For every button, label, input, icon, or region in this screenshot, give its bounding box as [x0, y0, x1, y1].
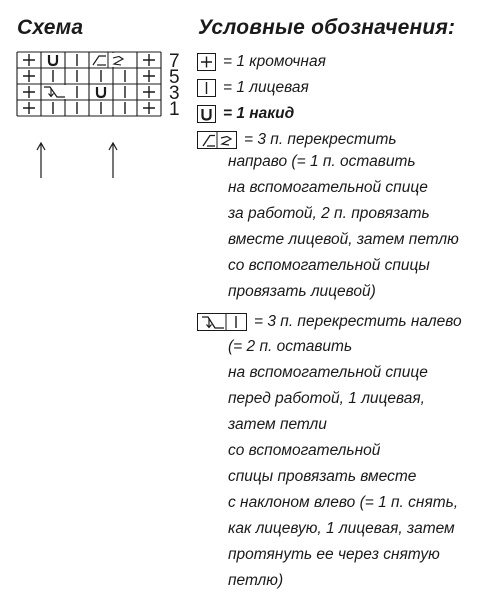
row-number-5: 5: [169, 67, 180, 88]
legend-cross-left-line-10: протянуть ее через снятую: [228, 546, 440, 563]
legend-cross-left-line-3: на вспомогательной спице: [228, 364, 428, 381]
row-number-3: 3: [169, 83, 180, 104]
legend-yarnover-text: = 1 накид: [223, 105, 295, 122]
edge-stitch-mark: [143, 54, 155, 66]
legend-cross-left-line-4: перед работой, 1 лицевая,: [228, 390, 425, 407]
chart-cell-cross-right-3: [90, 52, 136, 68]
legend-cross-right-line-6: со вспомогательной спицы: [228, 257, 430, 274]
chart-cell-edge: [23, 54, 35, 66]
row-number-7: 7: [169, 51, 180, 72]
edge-stitch-mark: [143, 102, 155, 114]
cross-right-icon: [197, 131, 237, 149]
yarnover-mark: [49, 55, 57, 65]
legend-yarnover: [197, 103, 294, 125]
chart-cell-edge: [143, 102, 155, 114]
legend-title: Условные обозначения:: [198, 16, 456, 39]
edge-stitch-mark: [23, 70, 35, 82]
knitting-chart: [12, 44, 180, 184]
chart-cell-edge: [143, 54, 155, 66]
legend-cross-right-line-2: направо (= 1 п. оставить: [228, 153, 416, 170]
legend-cross-left-line-11: петлю): [228, 572, 284, 589]
legend-cross-right-line-7: провязать лицевой): [228, 283, 376, 300]
legend-cross-left-line-6: со вспомогательной: [228, 442, 381, 459]
chart-repeat-arrows: [37, 143, 117, 178]
legend-cross-left-line-1: = 3 п. перекрестить налево: [254, 313, 462, 330]
legend-edge: [197, 51, 326, 73]
knit-stitch-icon: [197, 79, 216, 97]
legend-cross-left-line-8: с наклоном влево (= 1 п. снять,: [228, 494, 459, 511]
chart-cell-edge: [23, 86, 35, 98]
legend-knit-text: = 1 лицевая: [223, 79, 309, 96]
chart-cell-yarnover: [97, 87, 105, 97]
edge-stitch-mark: [23, 102, 35, 114]
chart-cell-edge: [23, 102, 35, 114]
legend-knit: [197, 77, 309, 99]
legend-cross-right: [197, 129, 397, 151]
edge-stitch-mark: [23, 86, 35, 98]
legend-cross-right-line-5: вместе лицевой, затем петлю: [228, 231, 459, 248]
chart-cell-cross-left-3: [42, 85, 88, 99]
legend-cross-right-line-3: на вспомогательной спице: [228, 179, 428, 196]
cross-left-icon: [197, 313, 247, 331]
legend-edge-text: = 1 кромочная: [223, 53, 326, 70]
chart-cell-yarnover: [49, 55, 57, 65]
edge-stitch-icon: [197, 53, 216, 71]
legend-cross-right-line-1: = 3 п. перекрестить: [244, 131, 397, 148]
chart-row-numbers: [169, 51, 180, 120]
edge-stitch-mark: [23, 54, 35, 66]
legend-cross-right-line-4: за работой, 2 п. провязать: [228, 205, 430, 222]
row-number-1: 1: [169, 99, 180, 120]
scheme-title: Схема: [17, 16, 84, 39]
legend-cross-left-line-5: затем петли: [228, 416, 327, 433]
chart-cell-edge: [143, 86, 155, 98]
chart-cell-edge: [143, 70, 155, 82]
edge-stitch-mark: [143, 86, 155, 98]
legend-cross-left-line-7: спицы провязать вместе: [228, 468, 417, 485]
yarnover-icon: [197, 105, 216, 123]
legend-cross-left-line-9: как лицевую, 1 лицевая, затем: [228, 520, 455, 537]
chart-grid: [17, 52, 161, 116]
legend-cross-left-line-2: (= 2 п. оставить: [228, 338, 353, 355]
yarnover-mark: [97, 87, 105, 97]
chart-cell-edge: [23, 70, 35, 82]
legend-cross-left: [197, 311, 462, 333]
edge-stitch-mark: [143, 70, 155, 82]
